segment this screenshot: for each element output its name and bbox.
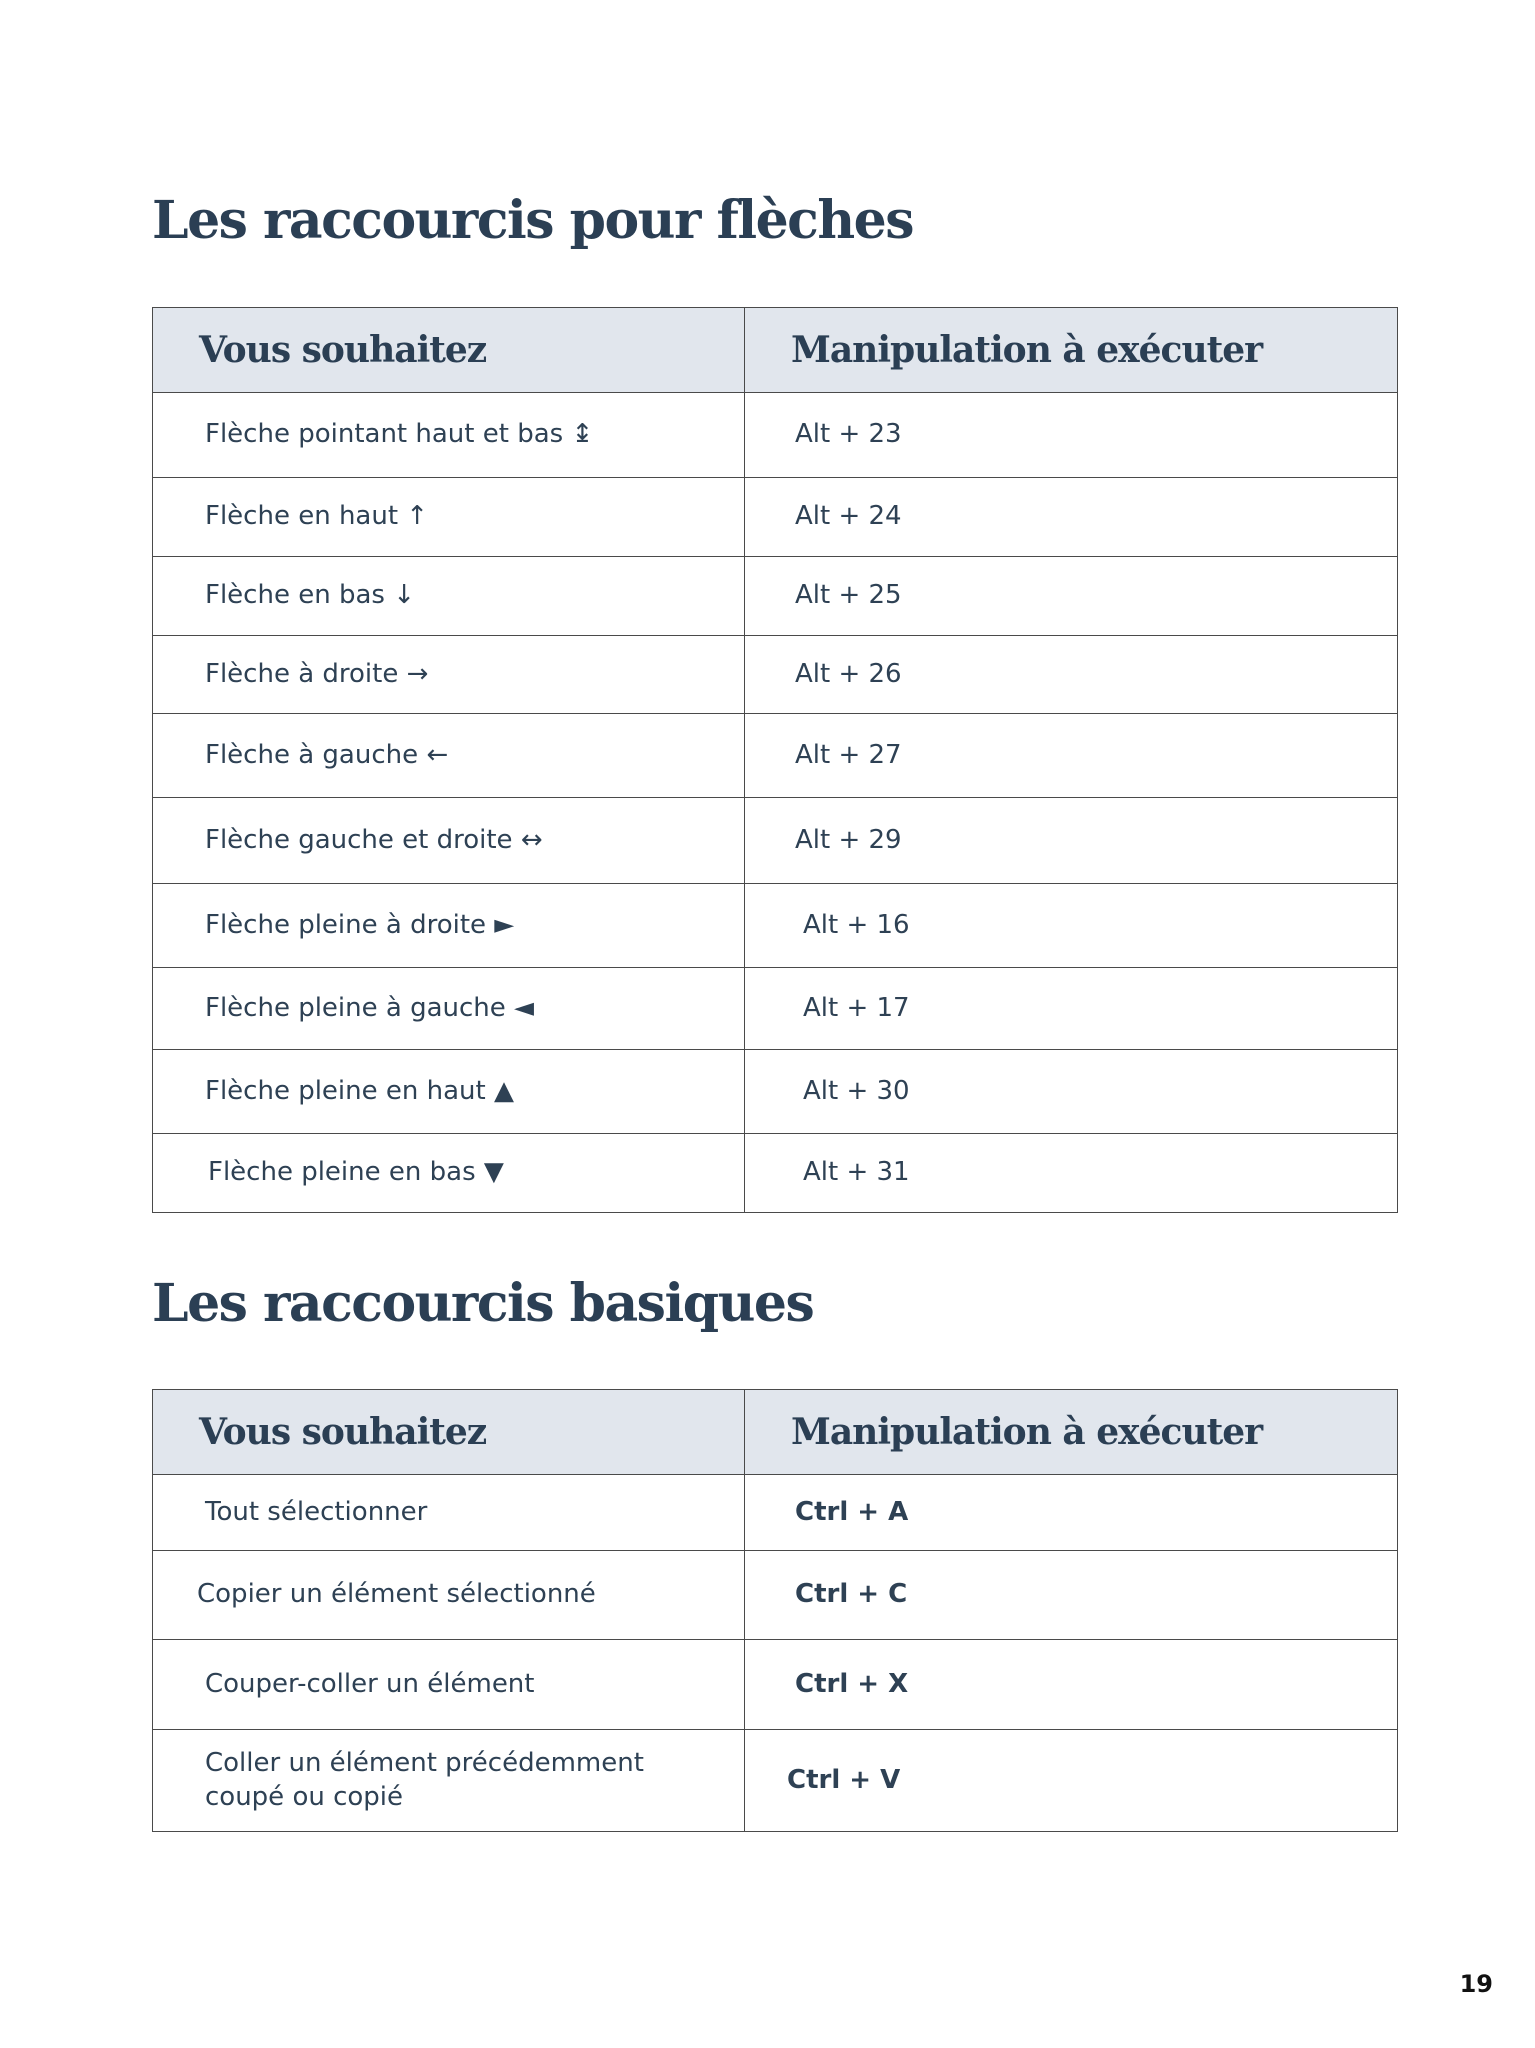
table-row <box>153 1640 1398 1730</box>
table-row <box>153 478 1398 557</box>
shortcut-keys: Alt + 16 <box>745 884 1398 968</box>
shortcut-description: Flèche gauche et droite ↔ <box>153 798 745 884</box>
table-row <box>153 968 1398 1050</box>
table-row <box>153 1475 1398 1551</box>
section-title-arrows: Les raccourcis pour flèches <box>152 190 914 251</box>
shortcut-description: Coller un élément précédemment coupé ou copié <box>153 1730 745 1832</box>
table-row <box>153 1134 1398 1213</box>
shortcut-description: Flèche pleine en bas ▼ <box>153 1134 745 1213</box>
shortcut-description: Flèche pleine à droite ► <box>153 884 745 968</box>
shortcut-description: Flèche pleine en haut ▲ <box>153 1050 745 1134</box>
shortcut-keys: Ctrl + V <box>745 1730 1398 1832</box>
table-row <box>153 393 1398 478</box>
shortcut-description: Flèche pleine à gauche ◄ <box>153 968 745 1050</box>
shortcut-description: Flèche pointant haut et bas ↨ <box>153 393 745 478</box>
shortcut-keys: Alt + 25 <box>745 557 1398 636</box>
table-row <box>153 798 1398 884</box>
column-header-want: Vous souhaitez <box>153 308 745 393</box>
shortcut-keys: Alt + 31 <box>745 1134 1398 1213</box>
shortcut-keys: Ctrl + X <box>745 1640 1398 1730</box>
section-title-basic: Les raccourcis basiques <box>152 1273 814 1334</box>
shortcut-keys: Ctrl + A <box>745 1475 1398 1551</box>
basic-shortcuts-table <box>152 1389 1398 1832</box>
shortcut-keys: Alt + 27 <box>745 714 1398 798</box>
shortcut-keys: Alt + 29 <box>745 798 1398 884</box>
column-header-want: Vous souhaitez <box>153 1390 745 1475</box>
shortcut-keys: Alt + 23 <box>745 393 1398 478</box>
shortcut-description: Flèche en bas ↓ <box>153 557 745 636</box>
shortcut-description: Couper-coller un élément <box>153 1640 745 1730</box>
table-row <box>153 1730 1398 1832</box>
shortcut-description: Tout sélectionner <box>153 1475 745 1551</box>
column-header-manipulation: Manipulation à exécuter <box>745 1390 1398 1475</box>
table-row <box>153 557 1398 636</box>
table-header-row <box>153 308 1398 393</box>
column-header-manipulation: Manipulation à exécuter <box>745 308 1398 393</box>
table-row <box>153 714 1398 798</box>
table-header-row <box>153 1390 1398 1475</box>
table-row <box>153 884 1398 968</box>
table-row <box>153 636 1398 714</box>
shortcut-description: Copier un élément sélectionné <box>153 1551 745 1640</box>
shortcut-keys: Alt + 17 <box>745 968 1398 1050</box>
shortcut-description: Flèche en haut ↑ <box>153 478 745 557</box>
table-row <box>153 1050 1398 1134</box>
shortcut-description: Flèche à gauche ← <box>153 714 745 798</box>
shortcut-keys: Alt + 30 <box>745 1050 1398 1134</box>
arrows-shortcuts-table <box>152 307 1398 1213</box>
shortcut-keys: Alt + 26 <box>745 636 1398 714</box>
table-row <box>153 1551 1398 1640</box>
shortcut-keys: Alt + 24 <box>745 478 1398 557</box>
page-number: 19 <box>1459 1970 1493 1998</box>
shortcut-description: Flèche à droite → <box>153 636 745 714</box>
shortcut-keys: Ctrl + C <box>745 1551 1398 1640</box>
